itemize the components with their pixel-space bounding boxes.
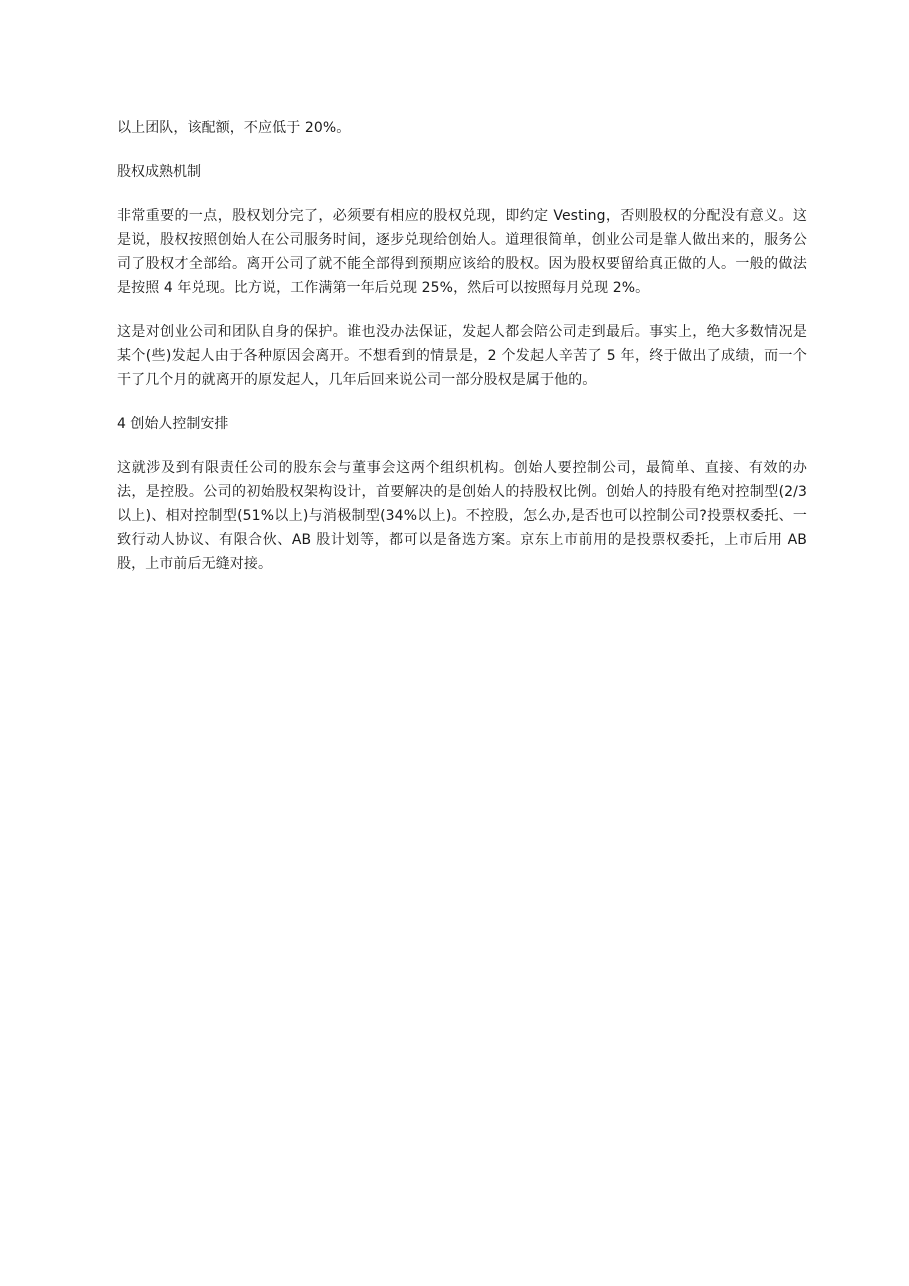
document-page bbox=[117, 116, 812, 596]
paragraph-founder-control: 这就涉及到有限责任公司的股东会与董事会这两个组织机构。创始人要控制公司，最简单、直接、有效的办法，是控股。公司的初始股权架构设计，首要解决的是创始人的持股权比例。创始人的持股有绝对控制型(2/3 以上)、相对控制型(51%以上)与消极制型(34%以上)。不控股，怎么办,是否也可以控制公司?投票权委托、一致行动人协议、有限合伙、AB 股计划等，都可以是备选方案。京东上市前用的是投票权委托，上市后用 AB 股，上市前后无缝对接。 bbox=[117, 460, 812, 572]
section-heading-vesting: 股权成熟机制 bbox=[117, 164, 201, 180]
paragraph-protection: 这是对创业公司和团队自身的保护。谁也没办法保证，发起人都会陪公司走到最后。事实上，绝大多数情况是某个(些)发起人由于各种原因会离开。不想看到的情景是，2 个发起人辛苦了 5 年，终于做出了成绩，而一个干了几个月的就离开的原发起人，几年后回来说公司一部分股权是属于他的。 bbox=[117, 324, 807, 388]
paragraph-vesting: 非常重要的一点，股权划分完了，必须要有相应的股权兑现，即约定 Vesting，否则股权的分配没有意义。这是说，股权按照创始人在公司服务时间，逐步兑现给创始人。道理很简单，创业公司是靠人做出来的，服务公司了股权才全部给。离开公司了就不能全部得到预期应该给的股权。因为股权要留给真正做的人。一般的做法是按照 4 年兑现。比方说，工作满第一年后兑现 25%，然后可以按照每月兑现 2%。 bbox=[117, 208, 807, 296]
paragraph-team-allocation: 以上团队，该配额，不应低于 20%。 bbox=[117, 120, 351, 136]
section-heading-founder-control: 4 创始人控制安排 bbox=[117, 416, 229, 432]
